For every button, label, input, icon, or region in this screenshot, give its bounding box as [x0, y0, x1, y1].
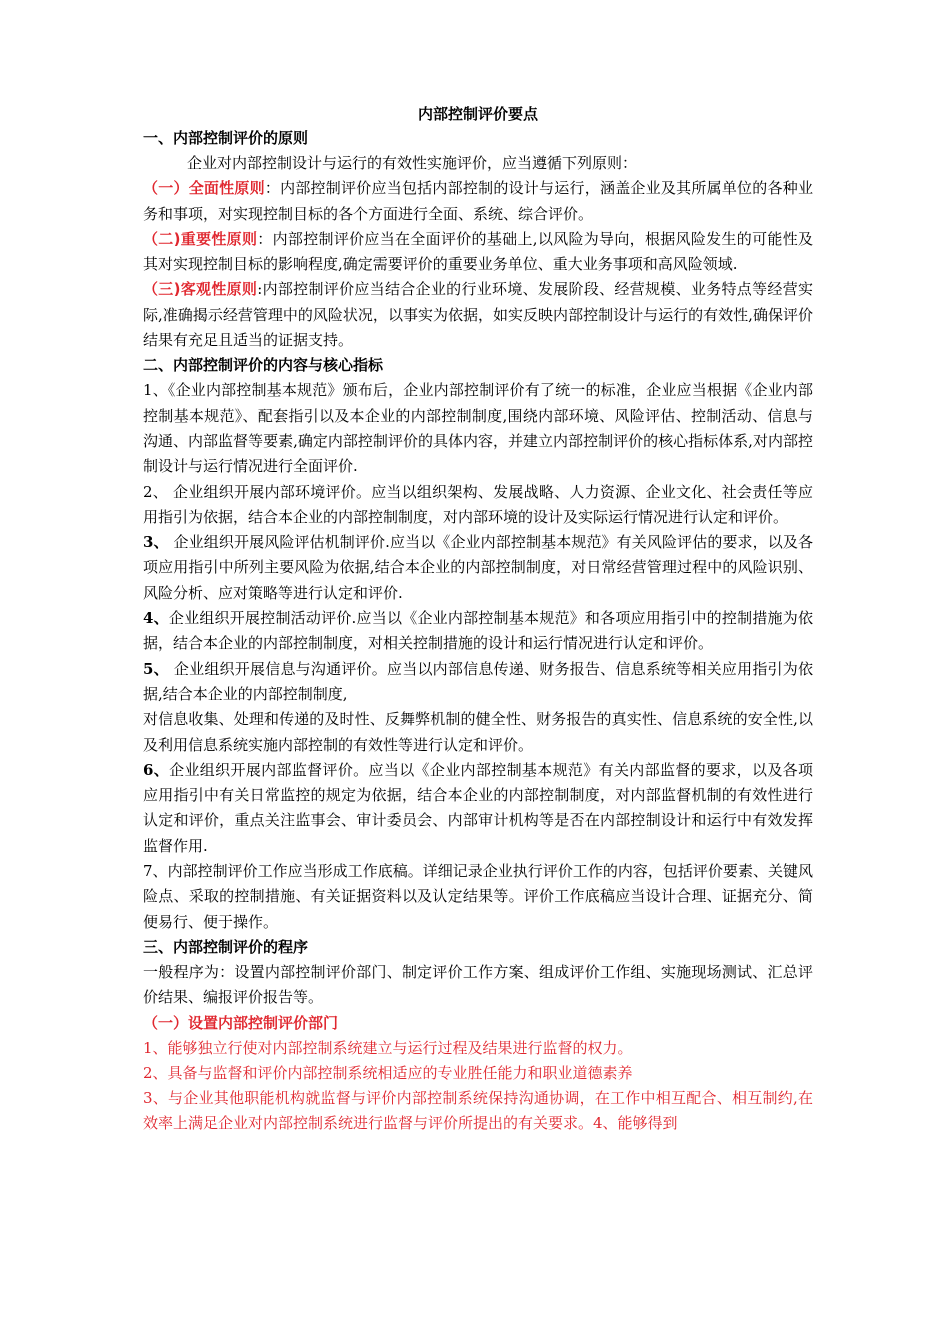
content-item-4-text: 企业组织开展控制活动评价.应当以《企业内部控制基本规范》和各项应用指引中的控制措施为依据，结合本企业的内部控制制度，对相关控制措施的设计和运行情况进行认定和评价。: [143, 609, 813, 653]
principle-objectivity-text: :内部控制评价应当结合企业的行业环境、发展阶段、经营规模、业务特点等经营实际,准确揭示经营管理中的风险状况，以事实为依据，如实反映内部控制设计与运行的有效性,确保评价结果有充足且适当的证据支持。: [143, 280, 813, 350]
content-item-7: 7、内部控制评价工作应当形成工作底稿。详细记录企业执行评价工作的内容，包括评价要素、关键风险点、采取的控制措施、有关证据资料以及认定结果等。评价工作底稿应当设计合理、证据充分、简便易行、便于操作。: [143, 862, 813, 931]
requirement-2: 2、具备与监督和评价内部控制系统相适应的专业胜任能力和职业道德素养: [143, 1063, 633, 1082]
section-1-heading: 一、内部控制评价的原则: [143, 129, 309, 147]
principle-objectivity: [143, 277, 813, 353]
section-3-intro: 一般程序为：设置内部控制评价部门、制定评价工作方案、组成评价工作组、实施现场测试、汇总评价结果、编报评价报告等。: [143, 962, 813, 1007]
principle-objectivity-label: （三)客观性原则: [143, 280, 258, 299]
content-item-4: [143, 606, 813, 657]
requirement-3: 3、与企业其他职能机构就监督与评价内部控制系统保持沟通协调，在工作中相互配合、相互制约,在效率上满足企业对内部控制系统进行监督与评价所提出的有关要求。4、能够得到: [143, 1089, 813, 1133]
content-item-5-number: 5、: [143, 659, 169, 678]
principle-comprehensive-text: ：内部控制评价应当包括内部控制的设计与运行，涵盖企业及其所属单位的各种业务和事项，对实现控制目标的各个方面进行全面、系统、综合评价。: [143, 179, 813, 223]
content-item-6-number: 6、: [143, 760, 170, 779]
content-item-4-number: 4、: [143, 609, 169, 628]
section-3-heading: 三、内部控制评价的程序: [143, 937, 309, 956]
section-2-heading: 二、内部控制评价的内容与核心指标: [143, 356, 384, 375]
content-item-2: 2、 企业组织开展内部环境评价。应当以组织架构、发展战略、人力资源、企业文化、社会责任等应用指引为依据，结合本企业的内部控制制度，对内部环境的设计及实际运行情况进行认定和评价。: [143, 482, 813, 526]
content-item-5: [143, 657, 813, 708]
requirement-1: 1、能够独立行使对内部控制系统建立与运行过程及结果进行监督的权力。: [143, 1038, 633, 1057]
content-item-1: 1、《企业内部控制基本规范》颁布后，企业内部控制评价有了统一的标准，企业应当根据《企业内部控制基本规范》、配套指引以及本企业的内部控制制度,围绕内部环境、风险评估、控制活动、信息与沟通、内部监督等要素,确定内部控制评价的具体内容，并建立内部控制评价的核心指标体系,对内部控制设计与运行情况进行全面评价.: [143, 381, 813, 476]
principle-importance: [143, 227, 813, 278]
document-page: [143, 100, 813, 1137]
principle-importance-text: ：内部控制评价应当在全面评价的基础上,以风险为导向，根据风险发生的可能性及其对实现控制目标的影响程度,确定需要评价的重要业务单位、重大业务事项和高风险领域.: [143, 229, 813, 274]
section-1-intro: 企业对内部控制设计与运行的有效性实施评价，应当遵循下列原则：: [187, 154, 638, 172]
content-item-5-continued: 对信息收集、处理和传递的及时性、反舞弊机制的健全性、财务报告的真实性、信息系统的安全性,以及利用信息系统实施内部控制的有效性等进行认定和评价。: [143, 710, 813, 754]
content-item-5-text: 企业组织开展信息与沟通评价。应当以内部信息传递、财务报告、信息系统等相关应用指引为依据,结合本企业的内部控制制度,: [143, 659, 813, 703]
content-item-3-number: 3、: [143, 533, 169, 552]
document-title: 内部控制评价要点: [417, 105, 538, 123]
subsection-evaluation-department: （一）设置内部控制评价部门: [143, 1013, 339, 1032]
content-item-6: [143, 758, 813, 859]
content-item-3: [143, 530, 813, 606]
principle-comprehensive-label: （一）全面性原则: [143, 179, 265, 198]
principle-importance-label: （二)重要性原则: [143, 229, 258, 248]
content-item-6-text: 企业组织开展内部监督评价。应当以《企业内部控制基本规范》有关内部监督的要求，以及各项应用指引中有关日常监控的规定为依据，结合本企业的内部控制制度，对内部监督机制的有效性进行认定和评价，重点关注监事会、审计委员会、内部审计机构等是否在内部控制设计和运行中有效发挥监督作用.: [143, 760, 813, 855]
principle-comprehensive: [143, 176, 813, 227]
content-item-3-text: 企业组织开展风险评估机制评价.应当以《企业内部控制基本规范》有关风险评估的要求，以及各项应用指引中所列主要风险为依据,结合本企业的内部控制制度，对日常经营管理过程中的风险识别、风险分析、应对策略等进行认定和评价.: [143, 533, 814, 602]
